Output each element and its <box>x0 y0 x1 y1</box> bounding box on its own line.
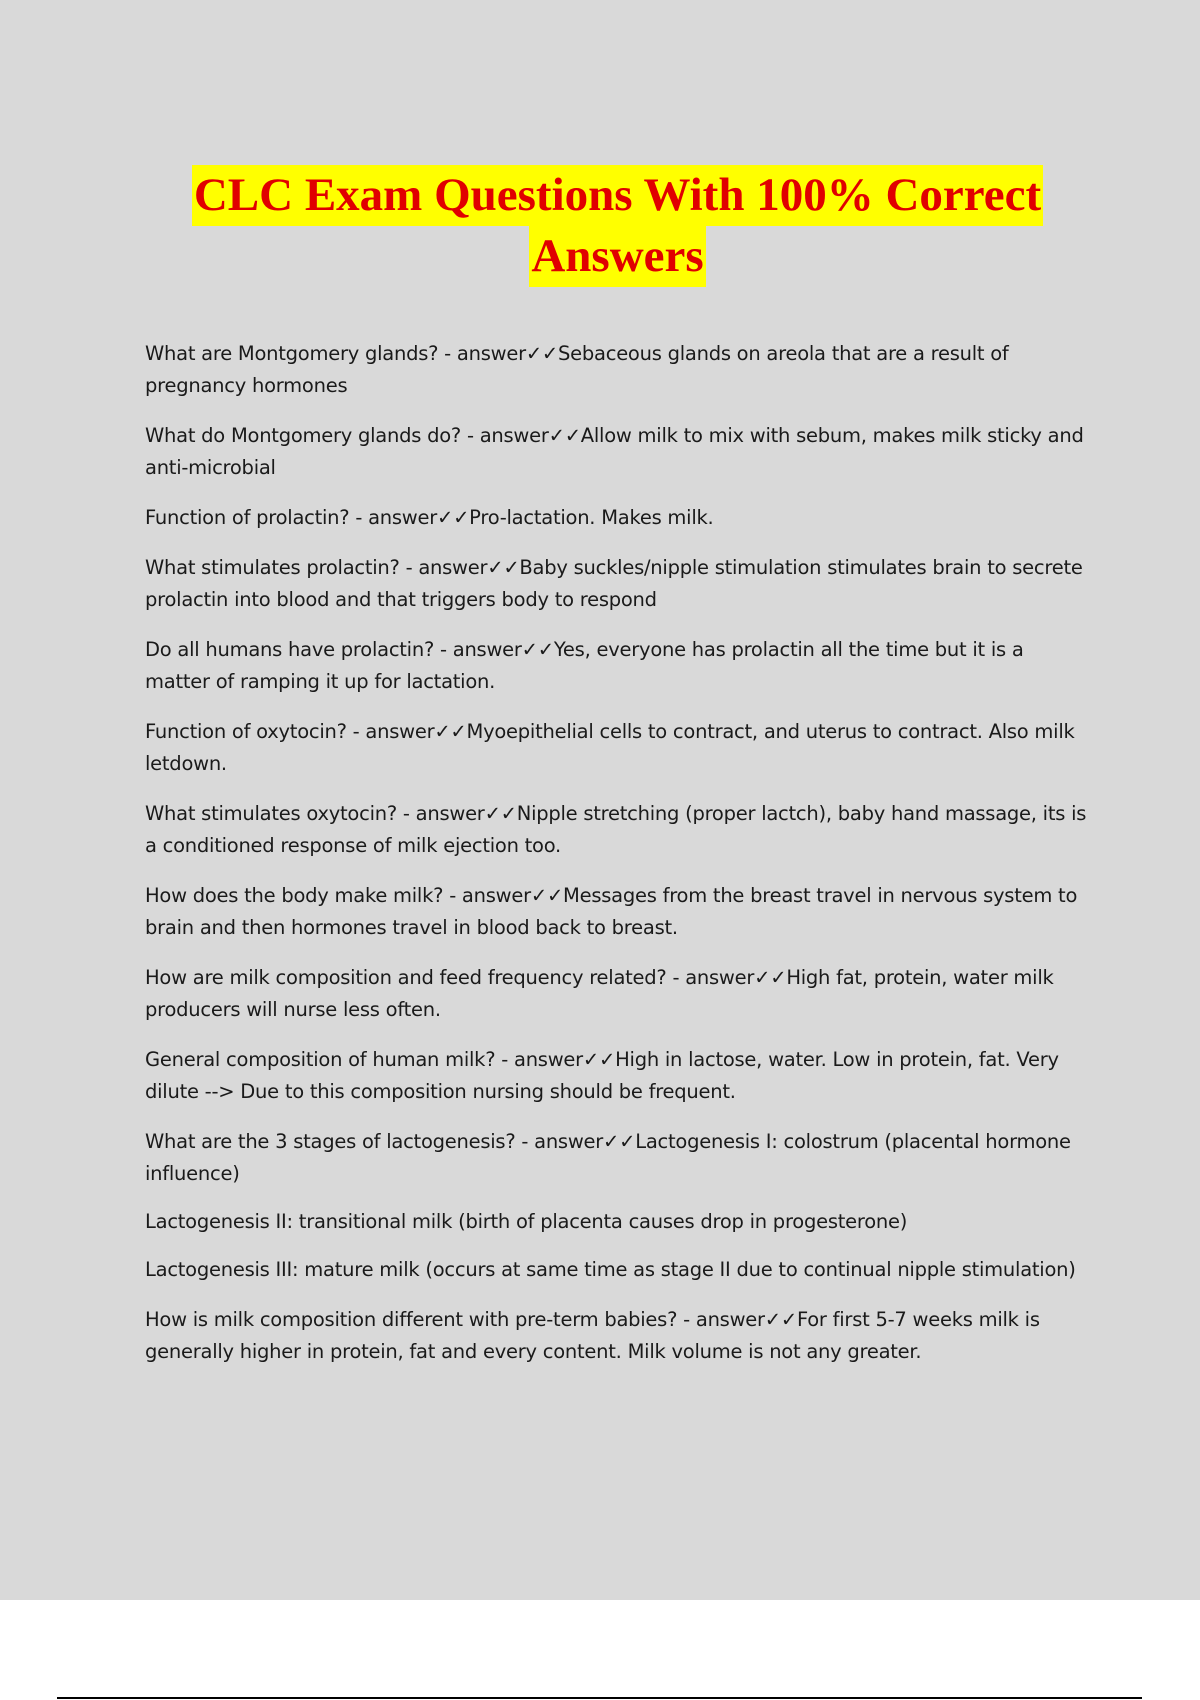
qa-item: How does the body make milk? - answer✓✓Messages from the breast travel in nervous system to brain and then hormones travel in blood back to breast. <box>145 884 1078 939</box>
qa-item: What stimulates prolactin? - answer✓✓Baby suckles/nipple stimulation stimulates brain to secrete prolactin into blood and that triggers body to respond <box>145 556 1083 611</box>
qa-item: General composition of human milk? - answer✓✓High in lactose, water. Low in protein, fat. Very dilute --> Due to this composition nursing should be frequent. <box>145 1048 1059 1103</box>
qa-item: What are Montgomery glands? - answer✓✓Sebaceous glands on areola that are a result of pregnancy hormones <box>145 342 1009 397</box>
qa-item: How are milk composition and feed frequency related? - answer✓✓High fat, protein, water milk producers will nurse less often. <box>145 966 1054 1021</box>
page-title <box>100 165 1135 287</box>
qa-item: What are the 3 stages of lactogenesis? - answer✓✓Lactogenesis I: colostrum (placental hormone influence) <box>145 1130 1071 1185</box>
qa-item: What do Montgomery glands do? - answer✓✓Allow milk to mix with sebum, makes milk sticky and anti-microbial <box>145 424 1084 479</box>
title-line-1: CLC Exam Questions With 100% Correct <box>192 165 1043 226</box>
qa-item: Function of prolactin? - answer✓✓Pro-lactation. Makes milk. <box>145 506 714 529</box>
qa-item: How is milk composition different with pre-term babies? - answer✓✓For first 5-7 weeks milk is generally higher in protein, fat and every content. Milk volume is not any greater. <box>145 1308 1040 1363</box>
qa-item: Lactogenesis II: transitional milk (birth of placenta causes drop in progesterone) <box>145 1210 908 1233</box>
qa-item: Function of oxytocin? - answer✓✓Myoepithelial cells to contract, and uterus to contract. Also milk letdown. <box>145 720 1075 775</box>
qa-list <box>145 338 1090 1386</box>
qa-item: Lactogenesis III: mature milk (occurs at same time as stage II due to continual nipple stimulation) <box>145 1258 1076 1281</box>
qa-item: Do all humans have prolactin? - answer✓✓Yes, everyone has prolactin all the time but it is a matter of ramping it up for lactation. <box>145 638 1024 693</box>
title-line-2: Answers <box>529 226 705 287</box>
qa-item: What stimulates oxytocin? - answer✓✓Nipple stretching (proper lactch), baby hand massage, its is a conditioned response of milk ejection too. <box>145 802 1087 857</box>
footer-rule <box>57 1697 1142 1699</box>
